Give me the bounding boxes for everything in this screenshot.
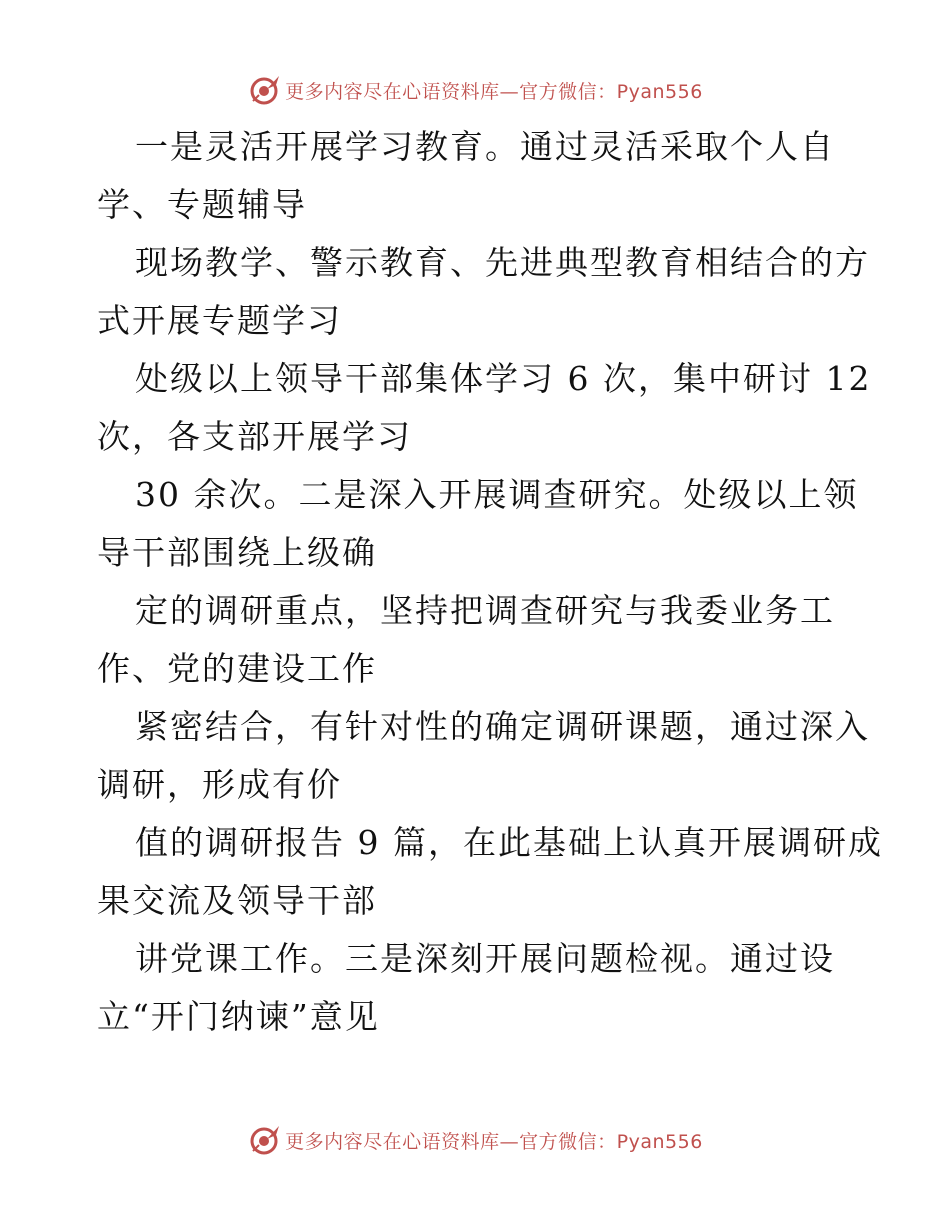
header-banner-content — [247, 73, 703, 107]
footer-banner-text — [285, 1127, 703, 1154]
paragraph-line: 式开展专题学习 — [97, 301, 342, 340]
document-body — [97, 118, 883, 1046]
header-banner — [0, 70, 950, 110]
quill-seal-icon — [247, 1123, 281, 1157]
paragraph-line: 导干部围绕上级确 — [97, 533, 377, 572]
paragraph-line: 次，各支部开展学习 — [97, 417, 412, 456]
footer-wechat-id: Pyan556 — [616, 1130, 703, 1153]
header-wechat-id: Pyan556 — [616, 80, 703, 103]
paragraph-line: 30 余次。二是深入开展调查研究。处级以上领 — [135, 475, 859, 514]
header-banner-text — [285, 77, 703, 104]
footer-banner-label: 更多内容尽在心语资料库—官方微信： — [285, 1130, 617, 1153]
footer-banner-content — [247, 1123, 703, 1157]
paragraph-line: 处级以上领导干部集体学习 6 次，集中研讨 12 — [135, 359, 872, 398]
paragraph-line: 定的调研重点，坚持把调查研究与我委业务工 — [135, 591, 835, 630]
paragraph-line: 作、党的建设工作 — [97, 649, 377, 688]
footer-banner — [0, 1120, 950, 1160]
paragraph-line: 果交流及领导干部 — [97, 881, 377, 920]
paragraph-line: 学、专题辅导 — [97, 185, 307, 224]
paragraph-line: 立“开门纳谏”意见 — [97, 997, 380, 1036]
paragraph-line: 值的调研报告 9 篇，在此基础上认真开展调研成 — [135, 823, 883, 862]
paragraph-line: 讲党课工作。三是深刻开展问题检视。通过设 — [135, 939, 835, 978]
quill-seal-icon — [247, 73, 281, 107]
paragraph-line: 现场教学、警示教育、先进典型教育相结合的方 — [135, 243, 870, 282]
paragraph-line: 一是灵活开展学习教育。通过灵活采取个人自 — [135, 127, 835, 166]
paragraph-line: 紧密结合，有针对性的确定调研课题，通过深入 — [135, 707, 870, 746]
header-banner-label: 更多内容尽在心语资料库—官方微信： — [285, 80, 617, 103]
paragraph-line: 调研，形成有价 — [97, 765, 342, 804]
